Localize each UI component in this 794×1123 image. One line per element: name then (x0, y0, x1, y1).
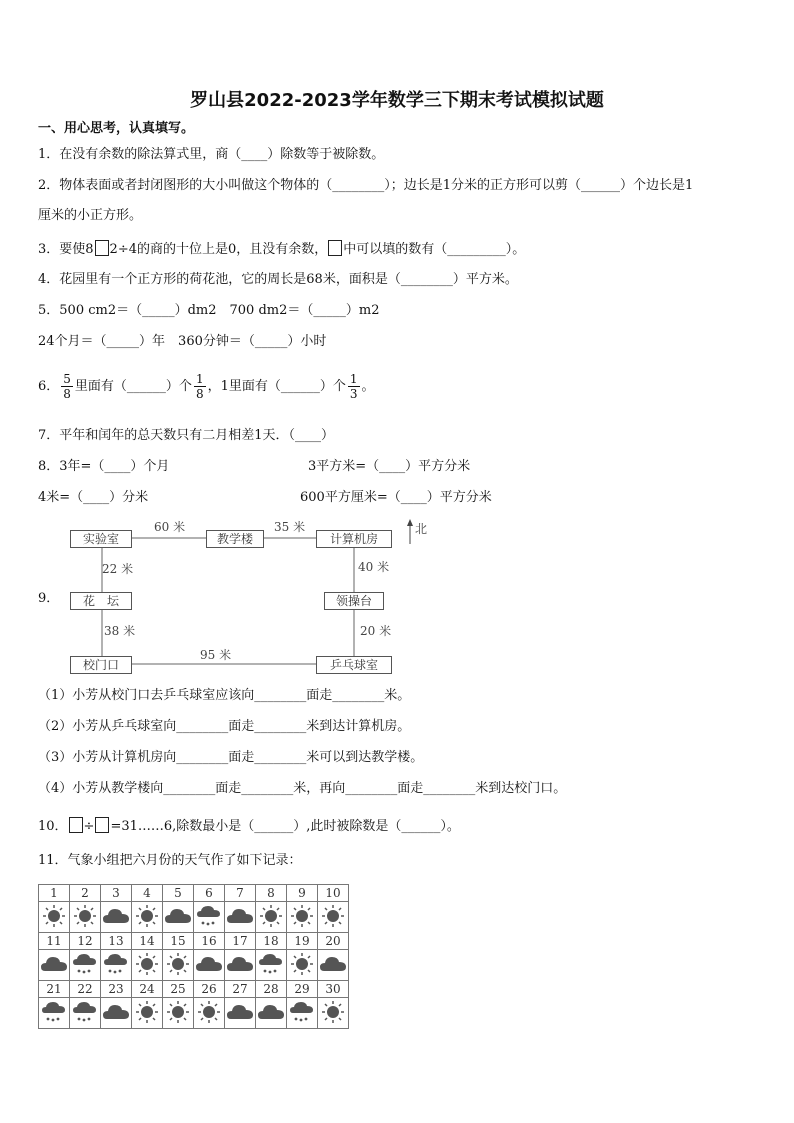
cloud-icon (194, 950, 225, 981)
sun-icon (318, 998, 349, 1029)
school-gate-box: 校门口 (70, 656, 132, 674)
question-10 (38, 817, 460, 836)
sun-icon (163, 998, 194, 1029)
q6-text-1: 里面有（______）个 (74, 379, 192, 394)
north-label: 北 (415, 522, 428, 536)
fraction: $\frac{5}{8}$ (63, 372, 71, 401)
weather-day-row (39, 981, 349, 998)
rain-icon (70, 950, 101, 981)
sun-icon (132, 902, 163, 933)
distance-label: 95 米 (200, 648, 232, 662)
q3-text-1: 3．要使8 (38, 242, 94, 257)
rain-icon (101, 950, 132, 981)
weather-day-number: 20 (318, 933, 349, 950)
sun-icon (194, 998, 225, 1029)
sun-icon (256, 902, 287, 933)
weather-day-number: 22 (70, 981, 101, 998)
cloud-icon (101, 998, 132, 1029)
question-5-line-1: 5．500 cm2＝（_____）dm2 700 dm2＝（_____）m2 (38, 303, 380, 318)
sun-icon (318, 902, 349, 933)
weather-icon-row (39, 950, 349, 981)
weather-day-row (39, 885, 349, 902)
weather-icon-row (39, 998, 349, 1029)
weather-day-number: 3 (101, 885, 132, 902)
distance-label: 35 米 (274, 520, 306, 534)
weather-day-number: 12 (70, 933, 101, 950)
teaching-building-box: 教学楼 (206, 530, 264, 548)
pingpong-room-box: 乒乓球室 (316, 656, 392, 674)
weather-day-number: 23 (101, 981, 132, 998)
cloud-icon (225, 950, 256, 981)
sun-icon (132, 998, 163, 1029)
question-5-line-2: 24个月＝（_____）年 360分钟＝（_____）小时 (38, 334, 327, 349)
distance-label: 40 米 (358, 560, 390, 574)
school-map (62, 518, 442, 678)
weather-day-number: 7 (225, 885, 256, 902)
computer-room-box: 计算机房 (316, 530, 392, 548)
question-3 (38, 240, 525, 259)
weather-day-number: 16 (194, 933, 225, 950)
weather-day-number: 24 (132, 981, 163, 998)
weather-day-number: 26 (194, 981, 225, 998)
sun-icon (39, 902, 70, 933)
section-heading: 一、用心思考，认真填写。 (38, 121, 195, 136)
q3-text-3: 中可以填的数有（_________）。 (343, 242, 526, 257)
cloud-icon (39, 950, 70, 981)
question-2-line-1: 2．物体表面或者封闭图形的大小叫做这个物体的（________）；边长是1分米的正方形可以剪（______）个边长是1 (38, 178, 694, 193)
weather-day-number: 28 (256, 981, 287, 998)
sun-icon (132, 950, 163, 981)
weather-day-number: 19 (287, 933, 318, 950)
q10-number: 10． (38, 819, 68, 834)
question-8d: 600平方厘米=（____）平方分米 (300, 490, 492, 505)
weather-day-number: 29 (287, 981, 318, 998)
weather-day-number: 13 (101, 933, 132, 950)
blank-box (69, 817, 83, 833)
distance-label: 22 米 (102, 562, 134, 576)
q6-text-2: ，1里面有（______）个 (207, 379, 346, 394)
weather-day-row (39, 933, 349, 950)
sun-icon (70, 902, 101, 933)
q3-text-2: 2÷4的商的十位上是0，且没有余数， (109, 242, 328, 257)
weather-day-number: 15 (163, 933, 194, 950)
weather-icon-row (39, 902, 349, 933)
weather-day-number: 9 (287, 885, 318, 902)
distance-label: 60 米 (154, 520, 186, 534)
question-6 (38, 371, 375, 403)
blank-box (95, 817, 109, 833)
sun-icon (287, 902, 318, 933)
rain-icon (287, 998, 318, 1029)
blank-box (95, 240, 109, 256)
q6-number: 6． (38, 379, 60, 394)
page-title: 罗山县2022-2023学年数学三下期末考试模拟试题 (190, 90, 604, 111)
lab-box: 实验室 (70, 530, 132, 548)
cloud-icon (225, 998, 256, 1029)
weather-day-number: 11 (39, 933, 70, 950)
blank-box (328, 240, 342, 256)
cloud-icon (256, 998, 287, 1029)
weather-day-number: 27 (225, 981, 256, 998)
flower-bed-box: 花 坛 (70, 592, 132, 610)
rain-icon (194, 902, 225, 933)
question-4: 4．花园里有一个正方形的荷花池，它的周长是68米，面积是（________）平方米。 (38, 272, 518, 287)
sun-icon (163, 950, 194, 981)
question-9-sub-4: （4）小芳从教学楼向________面走________米，再向________面走________米到达校门口。 (38, 781, 567, 796)
weather-day-number: 4 (132, 885, 163, 902)
weather-day-number: 6 (194, 885, 225, 902)
rain-icon (39, 998, 70, 1029)
weather-day-number: 21 (39, 981, 70, 998)
sun-icon (287, 950, 318, 981)
question-11: 11．气象小组把六月份的天气作了如下记录： (38, 853, 302, 868)
rain-icon (70, 998, 101, 1029)
divide-sign: ÷ (83, 819, 95, 834)
weather-table (38, 884, 349, 1029)
fraction: $\frac{1}{8}$ (195, 372, 204, 401)
question-7: 7．平年和闰年的总天数只有二月相差1天．（____） (38, 428, 335, 443)
weather-day-number: 17 (225, 933, 256, 950)
cloud-icon (101, 902, 132, 933)
cloud-icon (225, 902, 256, 933)
weather-day-number: 2 (70, 885, 101, 902)
q10-text: =31……6,除数最小是（______）,此时被除数是（______）。 (110, 819, 460, 834)
weather-day-number: 5 (163, 885, 194, 902)
cloud-icon (163, 902, 194, 933)
weather-day-number: 14 (132, 933, 163, 950)
cloud-icon (318, 950, 349, 981)
question-2-line-2: 厘米的小正方形。 (38, 208, 143, 223)
question-9-sub-1: （1）小芳从校门口去乒乓球室应该向________面走________米。 (38, 688, 411, 703)
question-9-number: 9． (38, 591, 60, 606)
question-9-sub-2: （2）小芳从乒乓球室向________面走________米到达计算机房。 (38, 719, 411, 734)
weather-day-number: 18 (256, 933, 287, 950)
weather-day-number: 25 (163, 981, 194, 998)
question-8b: 3平方米=（____）平方分米 (308, 459, 471, 474)
weather-day-number: 8 (256, 885, 287, 902)
weather-day-number: 1 (39, 885, 70, 902)
question-1: 1．在没有余数的除法算式里，商（____）除数等于被除数。 (38, 147, 385, 162)
weather-day-number: 30 (318, 981, 349, 998)
distance-label: 38 米 (104, 624, 136, 638)
q6-text-3: 。 (361, 379, 375, 394)
question-8a: 8．3年=（____）个月 (38, 459, 170, 474)
question-8c: 4米=（____）分米 (38, 490, 149, 505)
distance-label: 20 米 (360, 624, 392, 638)
fraction: $\frac{1}{3}$ (349, 372, 358, 401)
question-9-sub-3: （3）小芳从计算机房向________面走________米可以到达教学楼。 (38, 750, 424, 765)
stage-box: 领操台 (324, 592, 384, 610)
rain-icon (256, 950, 287, 981)
weather-day-number: 10 (318, 885, 349, 902)
